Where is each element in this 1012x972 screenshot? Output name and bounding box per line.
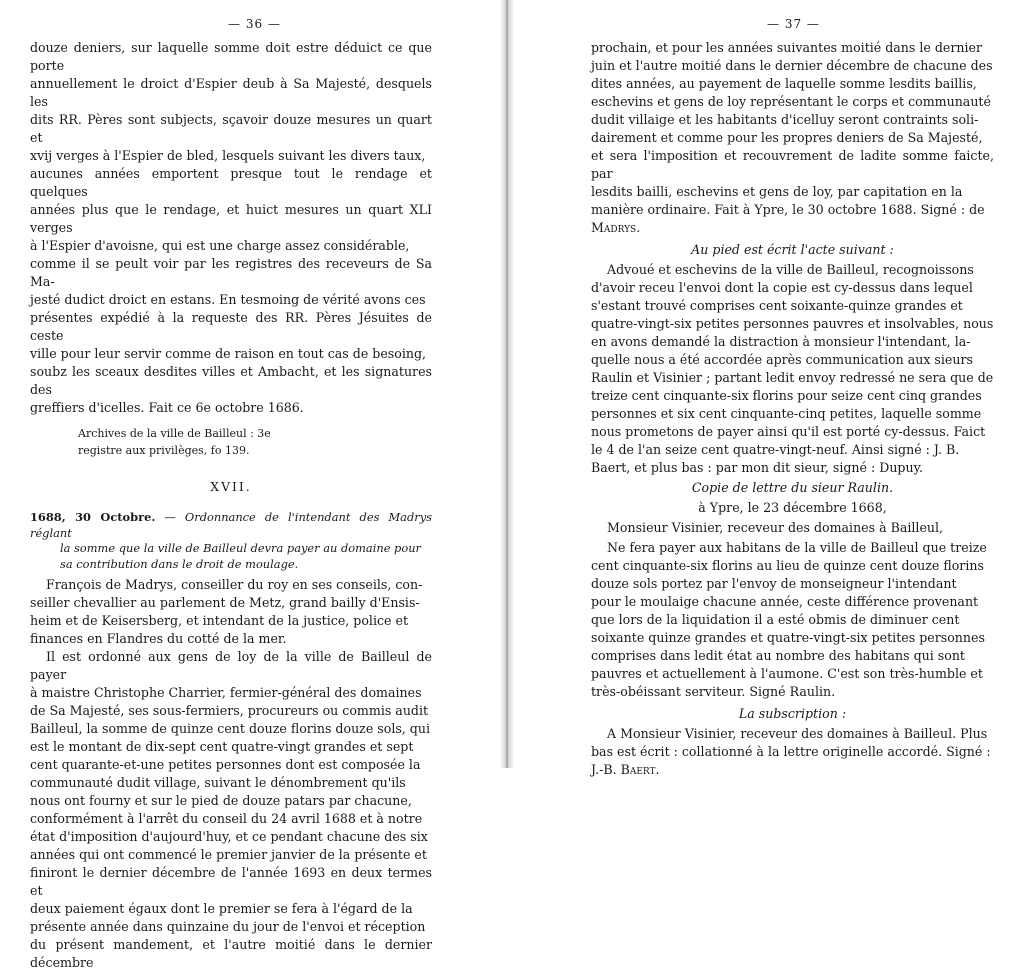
text-line: manière ordinaire. Fait à Ypre, le 30 octobre 1688. Signé : de xyxy=(591,202,985,217)
text-line: douze sols portez par l'envoy de monseigneur l'intendant xyxy=(591,576,957,591)
left-text-column xyxy=(30,39,432,972)
text-line: soubz les sceaux desdites villes et Ambacht, et les signatures des xyxy=(30,364,432,397)
continuation-paragraph xyxy=(591,39,994,237)
text-line: à maistre Christophe Charrier, fermier-général des domaines xyxy=(30,685,422,700)
document-heading xyxy=(30,510,432,572)
text-line: dits RR. Pères sont subjects, sçavoir douze mesures un quart et xyxy=(30,112,432,145)
text-line: le 4 de l'an seize cent quatre-vingt-neuf. Ainsi signé : J. B. xyxy=(591,442,960,457)
heading-text: sa contribution dans le droit de moulage. xyxy=(60,556,299,571)
acknowledgement-paragraph xyxy=(591,261,994,477)
text-line: François de Madrys, conseiller du roy en ses conseils, con- xyxy=(46,577,423,592)
section-caption: Copie de lettre du sieur Raulin. xyxy=(691,480,894,495)
text-line: finances en Flandres du cotté de la mer. xyxy=(30,631,287,646)
text-line: comme il se peult voir par les registres des receveurs de Sa Ma- xyxy=(30,256,432,289)
letter-body xyxy=(591,539,994,701)
text-line: J.-B. Baert. xyxy=(591,762,660,777)
text-line: juin et l'autre moitié dans le dernier décembre de chacune des xyxy=(591,58,993,73)
intendant-paragraph xyxy=(30,576,432,648)
text-line: et sera l'imposition et recouvrement de ladite somme faicte, par xyxy=(591,148,994,181)
heading-text: la somme que la ville de Bailleul devra payer au domaine pour xyxy=(60,541,421,555)
section-caption: Au pied est écrit l'acte suivant : xyxy=(691,242,894,257)
text-line: Bailleul, la somme de quinze cent douze florins douze sols, qui xyxy=(30,721,431,736)
text-line: communauté dudit village, suivant le dénombrement qu'ils xyxy=(30,775,406,790)
text-line: années plus que le rendage, et huict mesures un quart XLI verges xyxy=(30,202,432,235)
subscription-paragraph xyxy=(591,725,994,779)
text-line: deux paiement égaux dont le premier se fera à l'égard de la xyxy=(30,901,413,916)
text-line: état d'imposition d'aujourd'huy, et ce pendant chacune des six xyxy=(30,829,428,844)
text-line: nous ont fourny et sur le pied de douze patars par chacune, xyxy=(30,793,412,808)
text-line: lesdits bailli, eschevins et gens de loy, par capitation en la xyxy=(591,184,963,199)
section-caption: La subscription : xyxy=(738,706,847,721)
right-text-column xyxy=(591,39,994,779)
letter-salutation: Monsieur Visinier, receveur des domaines à Bailleul, xyxy=(607,520,944,535)
citation-line: registre aux privilèges, fo 139. xyxy=(78,444,250,457)
page-number: — 36 — xyxy=(228,17,281,31)
text-line: années qui ont commencé le premier janvier de la présente et xyxy=(30,847,427,862)
text-line: est le montant de dix-sept cent quatre-vingt grandes et sept xyxy=(30,739,414,754)
text-line: Raulin et Visinier ; partant ledit envoy redressé ne sera que de xyxy=(591,370,994,385)
text-line: dites années, au payement de laquelle somme lesdits baillis, xyxy=(591,76,977,91)
text-line: conformément à l'arrêt du conseil du 24 avril 1688 et à notre xyxy=(30,811,423,826)
text-line: quatre-vingt-six petites personnes pauvres et insolvables, nous xyxy=(591,316,994,331)
text-line: aucunes années emportent presque tout le rendage et quelques xyxy=(30,166,432,199)
text-line: heim et de Keisersberg, et intendant de la justice, police et xyxy=(30,613,409,628)
text-line: s'estant trouvé comprises cent soixante-quinze grandes et xyxy=(591,298,963,313)
text-line: treize cent cinquante-six florins pour seize cent cinq grandes xyxy=(591,388,982,403)
text-line: soixante quinze grandes et quatre-vingt-six petites personnes xyxy=(591,630,985,645)
text-line: annuellement le droict d'Espier deub à Sa Majesté, desquels les xyxy=(30,76,432,109)
heading-date: 1688, 30 Octobre. xyxy=(30,510,156,524)
text-line: xvij verges à l'Espier de bled, lesquels suivant les divers taux, xyxy=(30,148,426,163)
letter-dateline: à Ypre, le 23 décembre 1668, xyxy=(698,500,887,515)
right-page xyxy=(507,0,1012,777)
archive-citation xyxy=(30,425,432,459)
text-line: quelle nous a été accordée après communication aux sieurs xyxy=(591,352,973,367)
text-line: très-obéissant serviteur. Signé Raulin. xyxy=(591,684,836,699)
text-line: Madrys. xyxy=(591,220,641,235)
heading-text: — Ordonnance de l'intendant des Madrys réglant xyxy=(30,510,432,540)
text-line: présentes expédié à la requeste des RR. Pères Jésuites de ceste xyxy=(30,310,432,343)
text-line: en avons demandé la distraction à monsieur l'intendant, la- xyxy=(591,334,971,349)
text-line: prochain, et pour les années suivantes moitié dans le dernier xyxy=(591,40,983,55)
text-line: seiller chevallier au parlement de Metz, grand bailly d'Ensis- xyxy=(30,595,420,610)
text-line: de Sa Majesté, ses sous-fermiers, procureurs ou commis audit xyxy=(30,703,429,718)
text-line: ville pour leur servir comme de raison en tout cas de besoing, xyxy=(30,346,427,361)
text-line: greffiers d'icelles. Fait ce 6e octobre 1686. xyxy=(30,400,304,415)
opening-paragraph xyxy=(30,39,432,417)
text-line: présente année dans quinzaine du jour de l'envoi et réception xyxy=(30,919,426,934)
text-line: Ne fera payer aux habitans de la ville de Bailleul que treize xyxy=(607,540,987,555)
text-line: dudit villaige et les habitants d'icelluy seront contraints soli- xyxy=(591,112,979,127)
text-line: Il est ordonné aux gens de loy de la ville de Bailleul de payer xyxy=(30,649,432,682)
text-line: cent cinquante-six florins au lieu de quinze cent douze florins xyxy=(591,558,984,573)
text-line: personnes et six cent cinquante-cinq petites, laquelle somme xyxy=(591,406,982,421)
text-line: Advoué et eschevins de la ville de Bailleul, recognoissons xyxy=(607,262,974,277)
text-line: finiront le dernier décembre de l'année 1693 en deux termes et xyxy=(30,865,432,898)
text-line: A Monsieur Visinier, receveur des domaines à Bailleul. Plus xyxy=(607,726,988,741)
text-line: nous prometons de payer ainsi qu'il est porté cy-dessus. Faict xyxy=(591,424,986,439)
text-line: bas est écrit : collationné à la lettre originelle accordé. Signé : xyxy=(591,744,991,759)
text-line: Baert, et plus bas : par mon dit sieur, signé : Dupuy. xyxy=(591,460,924,475)
text-line: comprises dans ledit état au nombre des habitans qui sont xyxy=(591,648,965,663)
citation-line: Archives de la ville de Bailleul : 3e xyxy=(78,427,271,440)
text-line: jesté dudict droict en estans. En tesmoing de vérité avons ces xyxy=(30,292,426,307)
text-line: eschevins et gens de loy représentant le corps et communauté xyxy=(591,94,991,109)
text-line: pauvres et actuellement à l'aumone. C'est son très-humble et xyxy=(591,666,983,681)
text-line: dairement et comme pour les propres deniers de Sa Majesté, xyxy=(591,130,983,145)
ordinance-paragraph xyxy=(30,648,432,972)
text-line: du présent mandement, et l'autre moitié dans le dernier décembre xyxy=(30,937,432,970)
page-number: — 37 — xyxy=(767,17,820,31)
text-line: à l'Espier d'avoisne, qui est une charge assez considérable, xyxy=(30,238,410,253)
text-line: que lors de la liquidation il a esté obmis de diminuer cent xyxy=(591,612,960,627)
section-number: XVII. xyxy=(210,479,252,494)
text-line: d'avoir receu l'envoi dont la copie est cy-dessus dans lequel xyxy=(591,280,973,295)
text-line: douze deniers, sur laquelle somme doit estre déduict ce que porte xyxy=(30,40,432,73)
text-line: pour le moulaige chacune année, ceste différence provenant xyxy=(591,594,979,609)
left-page xyxy=(0,0,506,970)
text-line: cent quarante-et-une petites personnes dont est composée la xyxy=(30,757,421,772)
